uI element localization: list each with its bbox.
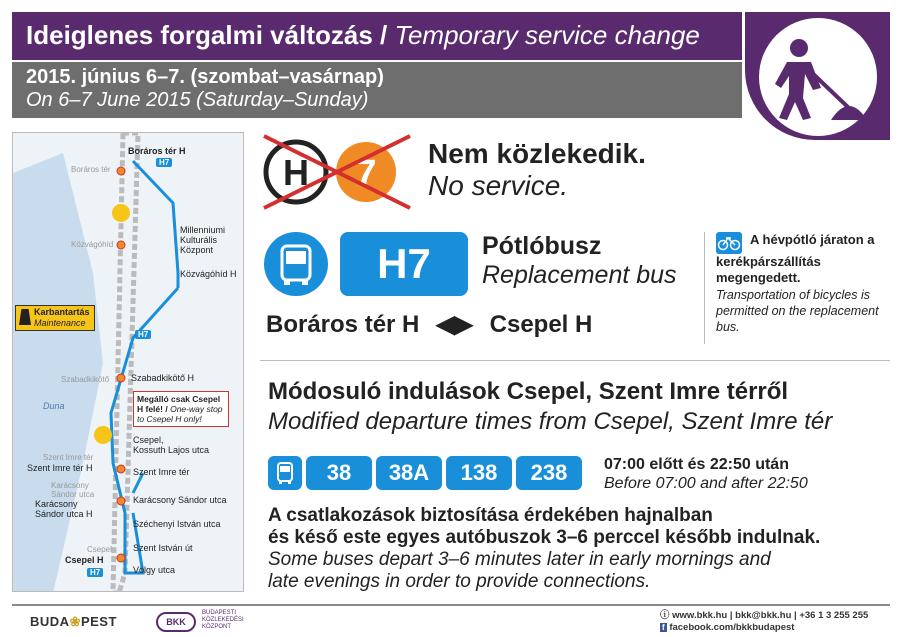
map-top-tag: H7 [156,157,172,167]
bicycle-info [716,232,894,335]
map-szechenyi: Széchenyi István utca [133,519,221,529]
modified-times [604,455,808,493]
connection-info [268,505,820,593]
bus-line-238: 238 [516,456,582,490]
map-river: Duna [43,401,65,411]
map-top-stop: Boráros tér H [128,146,186,156]
conn-hu-1: A csatlakozások biztosítása érdekében hajnalban [268,505,713,526]
time-hu: 07:00 előtt és 22:50 után [604,456,789,473]
line-7-icon: 7 [355,153,377,195]
contact-facebook[interactable]: facebook.com/bkkbudapest [669,622,795,633]
map-volgy: Völgy utca [133,565,176,575]
info-icon: ⓘ [660,610,673,621]
map-kozvagohid: Közvágóhíd H [180,269,237,279]
replacement-text [482,232,677,290]
map-csepel-h: Csepel H [65,555,104,565]
map-szabadkikoto: Szabadkikötő H [131,373,195,383]
date-hu: 2015. június 6–7. (szombat–vasárnap) [26,66,384,88]
conn-en-2: late evenings in order to provide connections. [268,571,651,592]
modified-title-en: Modified departure times from Csepel, Szent Imre tér [268,408,833,435]
map-karacsony: Karácsony Sándor utca [133,495,227,505]
no-service-icons [260,132,420,212]
road-works-icon [759,18,877,136]
no-service-en: No service. [428,170,569,201]
map-grey-kozvagohid: Közvágóhíd [71,240,114,249]
replacement-hu: Pótlóbusz [482,232,602,260]
map-vertical-tag: H7 [135,329,151,339]
bus-icon [264,232,328,296]
small-bus-icon [268,456,302,490]
one-way-note: Megálló csak Csepel H felé! / One-way stop to Csepel H only! [133,391,229,427]
map-szent-istvan: Szent István út [133,543,193,553]
map-szent-imre-h: Szent Imre tér H [27,463,93,473]
bkk-logo: BKK [156,612,196,632]
map-grey-szabadkikoto: Szabadkikötő [61,375,110,384]
bicycle-en: Transportation of bicycles is permitted on the replacement bus. [716,288,879,334]
budapest-logo: BUDA❀PEST [30,614,117,629]
bkk-name: BUDAPESTI KÖZLEKEDÉSI KÖZPONT [202,610,244,630]
contact-web[interactable]: www.bkk.hu | bkk@bkk.hu | +36 1 3 255 255 [672,610,869,621]
bus-line-38a: 38A [376,456,442,490]
warning-icon [19,309,31,325]
date-en: On 6–7 June 2015 (Saturday–Sunday) [26,89,369,111]
map-karacsony-h: Karácsony Sándor utca H [35,499,93,519]
bus-lines [268,456,582,490]
replacement-en: Replacement bus [482,261,677,289]
modified-departures [268,378,832,436]
route-endpoints [266,310,592,339]
title-en: Temporary service change [394,20,700,50]
map-grey-szent-imre: Szent Imre tér [43,453,94,462]
divider-horizontal [260,360,890,361]
header-date-bar [12,62,742,118]
map-szent-imre: Szent Imre tér [133,467,190,477]
map-grey-boraros: Boráros tér [71,165,111,174]
bus-line-138: 138 [446,456,512,490]
route-to: Csepel H [489,311,593,338]
map-grey-csepel: Csepel [87,545,112,554]
no-service-text [428,138,646,202]
map-grey-karacsony: Karácsony Sándor utca [51,481,95,499]
footer-line [12,604,890,606]
title-hu: Ideiglenes forgalmi változás / [26,20,388,50]
hev-icon: H [283,152,309,193]
maintenance-label: Karbantartás Maintenance [15,305,95,331]
header-title-bar [12,12,742,60]
badge-circle [759,18,877,136]
bidirectional-arrow-icon: ◀▶ [436,311,473,338]
divider-vertical [704,232,705,344]
facebook-icon: f [662,623,665,632]
no-service-hu: Nem közlekedik. [428,138,646,169]
conn-hu-2: és késő este egyes autóbuszok 3–6 perccel később indulnak. [268,527,821,548]
bus-line-38: 38 [306,456,372,490]
road-works-badge [745,12,890,140]
bicycle-icon [716,232,742,254]
time-en: Before 07:00 and after 22:50 [604,475,808,492]
replacement-line-badge: H7 [340,232,468,296]
route-map [12,132,244,592]
route-from: Boráros tér H [266,311,420,338]
conn-en-1: Some buses depart 3–6 minutes later in early mornings and [268,549,771,570]
modified-title-hu: Módosuló indulások Csepel, Szent Imre térről [268,378,789,405]
map-kossuth: Csepel, Kossuth Lajos utca [133,435,210,455]
map-bottom-tag: H7 [87,567,103,577]
map-millennium: Millenniumi Kulturális Központ [180,225,226,255]
bicycle-hu: A hévpótló járaton a kerékpárszállítás megengedett. [716,232,875,285]
contact-info [660,610,868,634]
